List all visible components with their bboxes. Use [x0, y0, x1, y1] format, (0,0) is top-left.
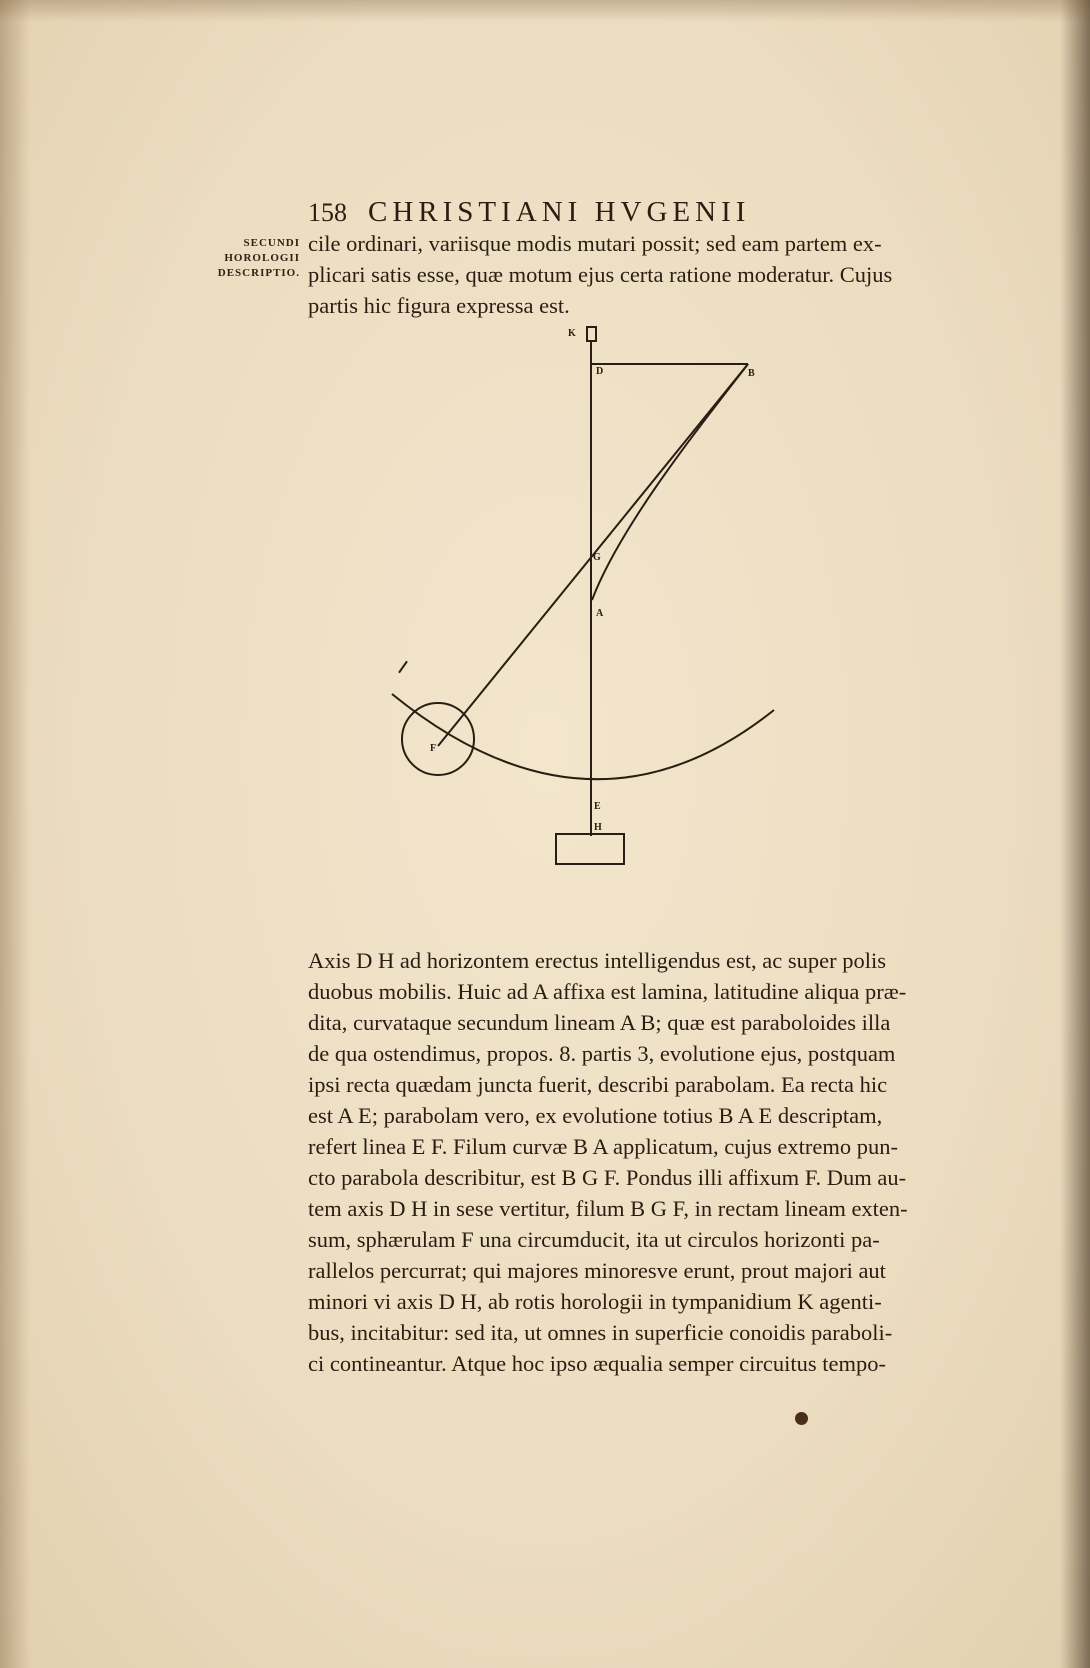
text-line: tem axis D H in sese vertitur, filum B G F, in rectam lineam exten-: [308, 1196, 908, 1221]
text-line: cto parabola describitur, est B G F. Pondus illi affixum F. Dum au-: [308, 1165, 907, 1190]
text-line: ci contineantur. Atque hoc ipso æqualia semper circuitus tempo-: [308, 1351, 886, 1376]
running-title: CHRISTIANI HVGENII: [368, 196, 751, 228]
text-line: rallelos percurrat; qui majores minoresve erunt, prout majori aut: [308, 1258, 886, 1283]
pendulum-figure: [380, 328, 840, 926]
label-f: F: [430, 743, 437, 754]
curve-ba: [592, 364, 748, 600]
marginal-note-line: HOROLOGII: [224, 252, 300, 264]
text-line: est A E; parabolam vero, ex evolutione totius B A E descriptam,: [308, 1103, 883, 1128]
label-d: D: [596, 366, 604, 377]
text-line: minori vi axis D H, ab rotis horologii in tympanidium K agenti-: [308, 1289, 882, 1314]
text-line: plicari satis esse, quæ motum ejus certa ratione moderatur. Cujus: [308, 262, 893, 287]
marginal-note: [200, 236, 300, 281]
intro-paragraph: [308, 228, 963, 321]
page-shadow-left: [0, 0, 30, 1668]
text-line: duobus mobilis. Huic ad A affixa est lamina, latitudine aliqua præ-: [308, 979, 907, 1004]
sphere-f: [402, 703, 474, 775]
text-line: cile ordinari, variisque modis mutari possit; sed eam partem ex-: [308, 231, 882, 256]
label-g: G: [593, 552, 601, 563]
text-line: dita, curvataque secundum lineam A B; quæ est paraboloides illa: [308, 1010, 891, 1035]
text-line: Axis D H ad horizontem erectus intelligendus est, ac super polis: [308, 948, 886, 973]
ink-blot: [795, 1412, 808, 1425]
label-k: K: [568, 328, 576, 339]
text-line: sum, sphærulam F una circumducit, ita ut circulos horizonti pa-: [308, 1227, 880, 1252]
text-line: ipsi recta quædam juncta fuerit, describi parabolam. Ea recta hic: [308, 1072, 888, 1097]
marginal-note-line: DESCRIPTIO.: [217, 267, 300, 279]
body-paragraph: [308, 945, 963, 1379]
text-line: partis hic figura expressa est.: [308, 293, 570, 318]
marginal-note-line: SECUNDI: [243, 237, 300, 249]
page-number: 158: [308, 198, 347, 227]
text-line: refert linea E F. Filum curvæ B A applicatum, cujus extremo pun-: [308, 1134, 898, 1159]
text-line: bus, incitabitur: sed ita, ut omnes in superficie conoidis paraboli-: [308, 1320, 893, 1345]
tympanidium-k: [587, 327, 596, 341]
label-a: A: [596, 608, 604, 619]
label-h: H: [594, 822, 602, 833]
text-line: de qua ostendimus, propos. 8. partis 3, evolutione ejus, postquam: [308, 1041, 896, 1066]
parabola-ef: [392, 694, 774, 779]
label-e: E: [594, 801, 601, 812]
label-b: B: [748, 368, 755, 379]
base-h: [556, 834, 624, 864]
pendulum-diagram: [380, 328, 840, 926]
page-shadow-right: [1060, 0, 1090, 1668]
page-shadow-top: [0, 0, 1090, 22]
